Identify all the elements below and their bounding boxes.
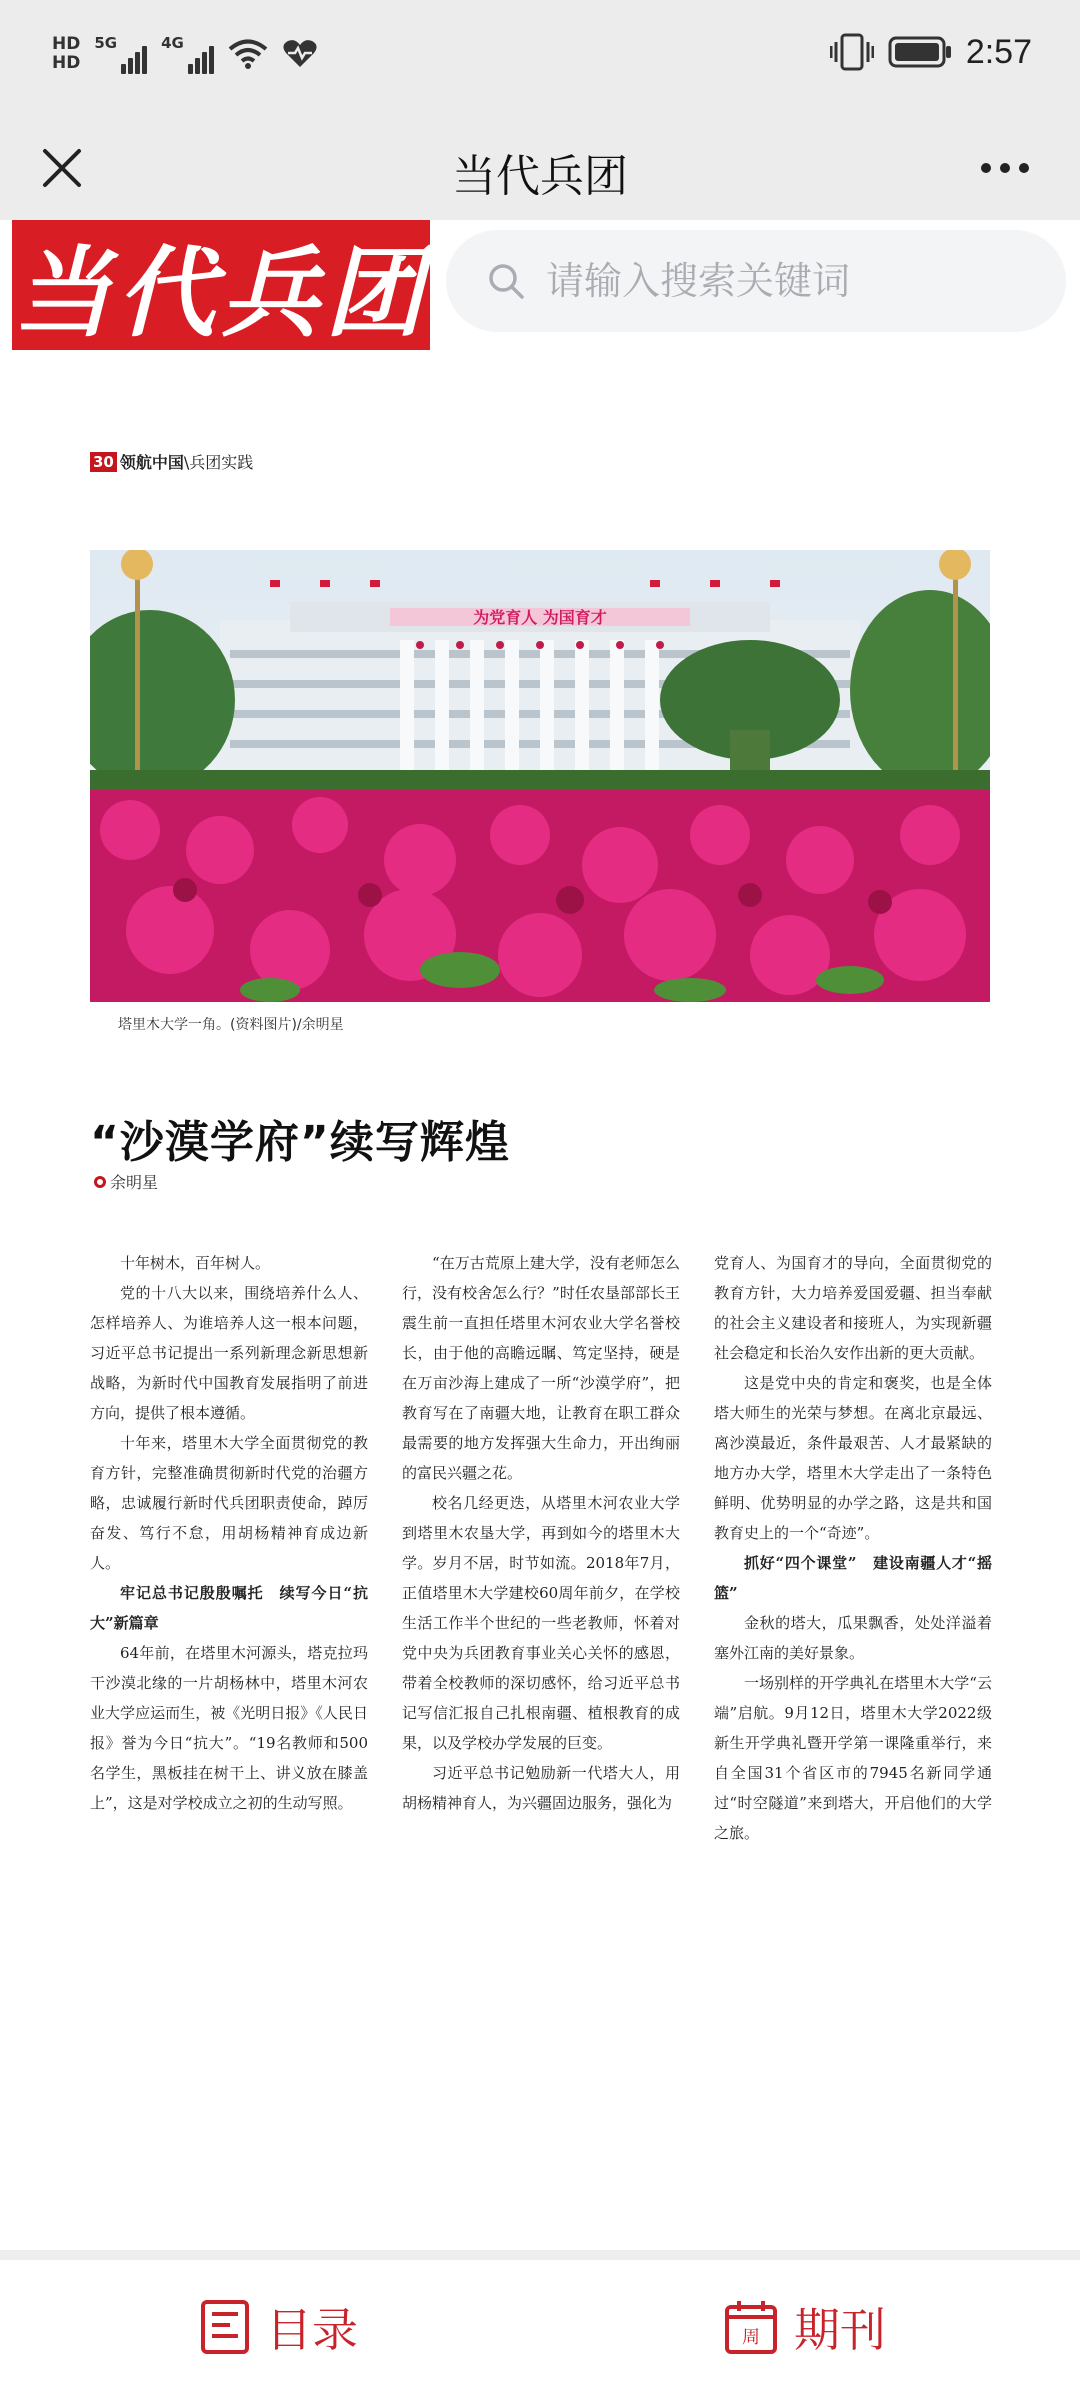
status-right <box>830 32 1032 72</box>
search-icon <box>486 261 526 301</box>
article-column-1 <box>90 1248 368 1848</box>
logo-text: 当代兵团 <box>12 235 429 351</box>
paragraph: 党育人、为国育才的导向，全面贯彻党的教育方针，大力培养爱国爱疆、担当奉献的社会主义建设者和接班人，为实现新疆社会稳定和长治久安作出新的更大贡献。 <box>714 1254 992 1362</box>
paragraph: 金秋的塔大，瓜果飘香，处处洋溢着塞外江南的美好景象。 <box>714 1614 992 1662</box>
paragraph: 这是党中央的肯定和褒奖，也是全体塔大师生的光荣与梦想。在离北京最远、离沙漠最近，条件最艰苦、人才最紧缺的地方办大学，塔里木大学走出了一条特色鲜明、优势明显的办学之路，这是共和国教育史上的一个“奇迹”。 <box>714 1374 992 1542</box>
subheading: 抓好“四个课堂” 建设南疆人才“摇篮” <box>714 1554 992 1602</box>
calendar-icon <box>724 2299 778 2355</box>
paragraph: “在万古荒原上建大学，没有老师怎么行，没有校舍怎么行？”时任农垦部部长王震生前一直担任塔里木河农业大学名誉校长，由于他的高瞻远瞩、笃定坚持，硬是在万亩沙海上建成了一所“沙漠学府”，把教育写在了南疆大地，让教育在职工群众最需要的地方发挥强大生命力，开出绚丽的富民兴疆之花。 <box>402 1254 680 1482</box>
signal-4g-icon <box>161 34 214 74</box>
byline <box>94 1170 158 1193</box>
running-header <box>90 450 253 473</box>
paragraph: 十年树木，百年树人。 <box>120 1254 271 1272</box>
paragraph: 64年前，在塔里木河源头，塔克拉玛干沙漠北缘的一片胡杨林中，塔里木河农业大学应运而生，被《光明日报》《人民日报》誉为今日“抗大”。“19名教师和500名学生，黑板挂在树干上、讲义放在膝盖上”，这是对学校成立之初的生动写照。 <box>90 1644 368 1812</box>
issues-label: 期刊 <box>794 2303 886 2357</box>
article-headline: “沙漠学府”续写辉煌 <box>90 1117 510 1168</box>
magazine-page <box>0 350 1080 2250</box>
magazine-logo[interactable] <box>12 220 430 350</box>
subheading: 牢记总书记殷殷嘱托 续写今日“抗大”新篇章 <box>90 1584 368 1632</box>
vibrate-icon <box>830 32 874 72</box>
paragraph: 党的十八大以来，围绕培养什么人、怎样培养人、为谁培养人这一根本问题，习近平总书记提出一系列新理念新思想新战略，为新时代中国教育发展指明了前进方向，提供了根本遵循。 <box>90 1284 368 1422</box>
calendar-icon-char: 周 <box>742 2327 760 2348</box>
status-bar <box>0 0 1080 118</box>
bottom-nav <box>0 2250 1080 2388</box>
author-name: 余明星 <box>110 1173 159 1192</box>
clock: 2:57 <box>965 32 1032 71</box>
network-4g-label: 4G <box>161 34 184 52</box>
hd-indicator-2: HD <box>52 53 81 73</box>
search-bar[interactable] <box>446 230 1066 332</box>
more-dot-icon <box>1019 163 1029 173</box>
signal-5g-icon <box>94 34 147 74</box>
issues-button[interactable] <box>724 2294 886 2360</box>
brand-row <box>0 220 1080 350</box>
wifi-icon <box>228 38 268 70</box>
paragraph: 一场别样的开学典礼在塔里木大学“云端”启航。9月12日，塔里木大学2022级新生开学典礼暨开学第一课隆重举行，来自全国31个省区市的7945名新同学通过“时空隧道”来到塔大，开启他们的大学之旅。 <box>714 1674 992 1842</box>
battery-icon <box>888 35 952 69</box>
page-title: 当代兵团 <box>452 151 628 202</box>
search-input[interactable] <box>546 259 1046 303</box>
section-sub-label: \兵团实践 <box>183 453 254 472</box>
photo-caption: 塔里木大学一角。(资料图片)/余明星 <box>118 1017 344 1033</box>
article-column-3 <box>714 1248 992 1848</box>
hd-indicator-1: HD <box>52 34 81 54</box>
more-dot-icon <box>981 163 991 173</box>
paragraph: 校名几经更迭，从塔里木河农业大学到塔里木农垦大学，再到如今的塔里木大学。岁月不居，时节如流。2018年7月，正值塔里木大学建校60周年前夕，在学校生活工作半个世纪的一些老教师，怀着对党中央为兵团教育事业关心关怀的感恩，带着全校教师的深切感怀，给习近平总书记写信汇报自己扎根南疆、植根教育的成果，以及学校办学发展的巨变。 <box>402 1494 680 1752</box>
author-marker-icon <box>94 1176 106 1188</box>
page-number: 30 <box>90 452 117 472</box>
campus-photo <box>90 550 990 1002</box>
status-indicators <box>52 34 318 74</box>
health-heart-icon <box>282 39 318 69</box>
campus-photo-illustration <box>90 550 990 1002</box>
hd-indicators <box>52 35 80 73</box>
article-body <box>90 1248 992 1848</box>
toc-button[interactable] <box>200 2294 358 2360</box>
more-options-button[interactable] <box>970 138 1040 198</box>
paragraph: 习近平总书记勉励新一代塔大人，用胡杨精神育人，为兴疆固边服务，强化为 <box>402 1764 680 1812</box>
article-column-2 <box>402 1248 680 1848</box>
section-label: 领航中国 <box>119 453 184 472</box>
table-of-contents-icon <box>200 2299 250 2355</box>
toc-label: 目录 <box>266 2303 358 2357</box>
network-5g-label: 5G <box>94 34 118 52</box>
more-dot-icon <box>1000 163 1010 173</box>
building-banner: 为党育人 为国育才 <box>473 608 607 627</box>
title-bar <box>0 118 1080 220</box>
paragraph: 十年来，塔里木大学全面贯彻党的教育方针，完整准确贯彻新时代党的治疆方略，忠诚履行新时代兵团职责使命，踔厉奋发、笃行不怠，用胡杨精神育成边新人。 <box>90 1434 368 1572</box>
